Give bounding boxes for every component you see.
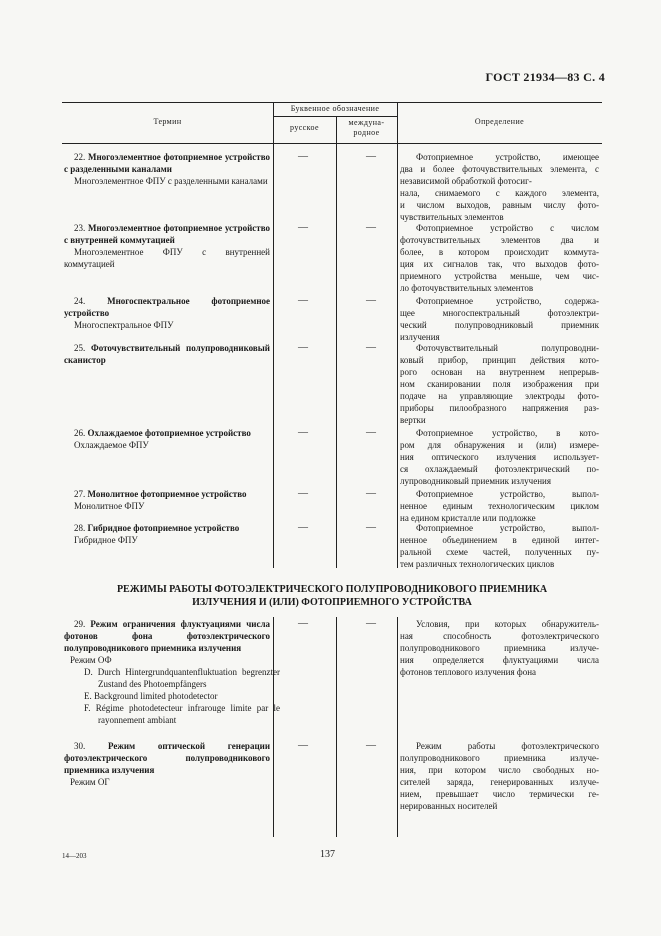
table-col-line-2b	[336, 617, 337, 837]
entry-28-num: 28.	[74, 523, 86, 533]
entry-30-def-line: полупроводникового приемника излуче-	[400, 753, 599, 763]
entry-29-def	[400, 618, 599, 678]
entry-30-int: —	[366, 740, 376, 751]
header-definition: Определение	[474, 117, 525, 126]
entry-29-term	[64, 618, 280, 726]
entry-22-term	[64, 151, 270, 187]
entry-30-def-line: сителей заряда, генерированных излуче-	[400, 777, 599, 787]
entry-30-def-line: нерированных носителей	[400, 801, 498, 811]
entry-27-term	[64, 488, 270, 512]
section-title-line1: РЕЖИМЫ РАБОТЫ ФОТОЭЛЕКТРИЧЕСКОГО ПОЛУПРОВОДНИКОВОГО ПРИЕМНИКА	[116, 584, 548, 595]
entry-26-synonym: Охлаждаемое ФПУ	[74, 440, 149, 450]
entry-28-def-line: ральной схеме частей, полученных пу-	[400, 547, 599, 557]
table-col-line-1	[273, 102, 274, 568]
entry-25-int: —	[366, 342, 376, 353]
entry-28-def	[400, 522, 599, 570]
entry-23-def-line: более, в котором происходит коммута-	[400, 247, 599, 257]
entry-24-int: —	[366, 295, 376, 306]
entry-30-synonym: Режим ОГ	[70, 777, 110, 787]
entry-26-def-line: ром для обнаружения и (или) измере-	[400, 440, 599, 450]
entry-29-def-line: полупроводникового приемника излуче-	[400, 643, 599, 653]
entry-27-title: Монолитное фотоприемное устройство	[87, 489, 247, 499]
entry-28-def-line: Фотоприемное устройство, выпол-	[416, 523, 599, 533]
table-col-line-3b	[397, 617, 398, 837]
entry-30-def	[400, 740, 599, 812]
table-col-line-1b	[273, 617, 274, 837]
entry-25-def-line: приборы пилообразного напряжения раз-	[400, 403, 599, 413]
entry-24-ru: —	[298, 295, 308, 306]
table-header-rule	[62, 143, 602, 144]
header-russian: русское	[290, 123, 319, 132]
entry-29-def-line: Условия, при которых обнаружитель-	[416, 619, 599, 629]
table-col-line-3	[397, 102, 398, 568]
header-international-line1: междуна-	[348, 118, 385, 127]
entry-23-def-line: ло фоточувствительных элементов	[400, 283, 534, 293]
entry-26-def-line: Фотоприемное устройство, в кото-	[416, 428, 599, 438]
header-international	[336, 118, 397, 138]
entry-22-synonym: Многоэлементное ФПУ с разделенными каналами	[74, 176, 268, 186]
entry-26-title: Охлаждаемое фотоприемное устройство	[87, 428, 251, 438]
entry-23-num: 23.	[74, 223, 86, 233]
entry-22-title: Многоэлементное фотоприемное устройство с разделенными каналами	[64, 152, 270, 174]
entry-23-int: —	[366, 222, 376, 233]
entry-23-def	[400, 222, 599, 294]
entry-27-def	[400, 488, 599, 524]
entry-23-def-line: Фотоприемное устройство с числом	[416, 223, 599, 233]
entry-26-term	[64, 427, 270, 451]
entry-22-def-line: чувствительных элементов	[400, 212, 504, 222]
entry-24-def-line: Фотоприемное устройство, содержа-	[416, 296, 599, 306]
entry-25-def-line: ковый прибор, принцип действия кото-	[400, 355, 599, 365]
entry-25-def-line: ном сканировании поля изображения при	[400, 379, 599, 389]
entry-26-ru: —	[298, 427, 308, 438]
entry-22-def-line: и числом выходов, равным числу фото-	[400, 200, 599, 210]
header-designation: Буквенное обозначение	[290, 104, 380, 113]
entry-24-def-line: ческий полупроводниковый приемник	[400, 320, 599, 330]
entry-25-title: Фоточувствительный полупроводниковый сканистор	[64, 343, 270, 365]
entry-22-def-line: Фотоприемное устройство, имеющее	[416, 152, 599, 162]
entry-25-def-line: подаче на управляющие электроды фото-	[400, 391, 599, 401]
entry-23-ru: —	[298, 222, 308, 233]
header-term: Термин	[153, 117, 182, 126]
entry-30-ru: —	[298, 740, 308, 751]
entry-26-def	[400, 427, 599, 487]
entry-29-num: 29.	[74, 619, 86, 629]
entry-30-def-line: ния, при котором число свободных но-	[400, 765, 599, 775]
entry-27-def-line: на едином кристалле или подложке	[400, 513, 536, 523]
entry-29-synonym: Режим ОФ	[70, 655, 112, 665]
entry-30-def-line: нием, превышает число термически ге-	[400, 789, 599, 799]
entry-27-int: —	[366, 488, 376, 499]
page-number: 137	[320, 849, 335, 860]
entry-29-def-line: фотонов теплового излучения фона	[400, 667, 537, 677]
entry-27-ru: —	[298, 488, 308, 499]
entry-26-int: —	[366, 427, 376, 438]
entry-30-title: Режим оптической генерации фотоэлектрического полупроводникового приемника излучения	[64, 741, 270, 775]
entry-23-synonym: Многоэлементное ФПУ с внутренней коммутацией	[64, 247, 270, 269]
entry-24-def-line: щее многоспектральный фотоэлектри-	[400, 308, 599, 318]
entry-23-def-line: фоточувствительных элементов два и	[400, 235, 599, 245]
entry-27-synonym: Монолитное ФПУ	[74, 501, 145, 511]
entry-25-term	[64, 342, 270, 366]
entry-26-def-line: ния оптического излучения использует-	[400, 452, 599, 462]
entry-22-def	[400, 151, 599, 223]
entry-24-synonym: Многоспектральное ФПУ	[74, 320, 174, 330]
entry-30-num: 30.	[74, 741, 86, 751]
entry-29-foreign-en: E. Background limited photodetector	[84, 691, 218, 701]
entry-23-def-line: ция их сигналов так, что выходов фото-	[400, 259, 599, 269]
entry-24-num: 24.	[74, 296, 86, 306]
entry-22-ru: —	[298, 151, 308, 162]
designation-subrule	[273, 116, 397, 117]
entry-30-term	[64, 740, 270, 788]
entry-28-def-line: тем различных технологических циклов	[400, 559, 555, 569]
entry-24-title: Многоспектральное фотоприемное устройство	[64, 296, 270, 318]
section-title-line2: ИЗЛУЧЕНИЯ И (ИЛИ) ФОТОПРИЕМНОГО УСТРОЙСТВА	[192, 597, 472, 608]
entry-25-def	[400, 342, 599, 426]
entry-29-foreign-de: D. Durch Hintergrundquantenfluktuation begrenzter Zustand des Photoempfängers	[84, 667, 280, 689]
entry-22-def-line: два и более фоточувствительных элемента, с независимой обработкой фотосиг-	[400, 164, 599, 186]
entry-29-title: Режим ограничения флуктуациями числа фотонов фона фотоэлектрического полупроводникового приемника излучения	[64, 619, 270, 653]
entry-26-def-line: лупроводниковый приемник излучения	[400, 476, 551, 486]
entry-29-def-line: ная способность фотоэлектрического	[400, 631, 599, 641]
entry-29-ru: —	[298, 618, 308, 629]
page-header: ГОСТ 21934—83 С. 4	[485, 70, 605, 84]
entry-29-foreign-fr: F. Régime photodetecteur infrarouge limite par le rayonnement ambiant	[84, 703, 280, 725]
entry-28-term	[64, 522, 270, 546]
entry-28-synonym: Гибридное ФПУ	[74, 535, 138, 545]
table-col-line-2	[336, 116, 337, 568]
entry-22-int: —	[366, 151, 376, 162]
entry-28-title: Гибридное фотоприемное устройство	[87, 523, 240, 533]
entry-24-term	[64, 295, 270, 331]
header-international-line2: родное	[353, 128, 380, 137]
entry-25-num: 25.	[74, 343, 86, 353]
entry-27-num: 27.	[74, 489, 86, 499]
entry-23-def-line: приемного устройства меньше, чем чис-	[400, 271, 599, 281]
footer-print-code: 14—203	[62, 852, 87, 860]
entry-29-int: —	[366, 618, 376, 629]
entry-26-num: 26.	[74, 428, 86, 438]
table-top-rule	[62, 102, 602, 103]
entry-23-term	[64, 222, 270, 270]
entry-28-def-line: ненное объединением в единой интег-	[400, 535, 599, 545]
entry-23-title: Многоэлементное фотоприемное устройство с внутренней коммутацией	[64, 223, 270, 245]
entry-26-def-line: ся охлаждаемый фотоэлектрический по-	[400, 464, 599, 474]
entry-22-num: 22.	[74, 152, 86, 162]
entry-29-def-line: ния определяется флуктуациями числа	[400, 655, 599, 665]
entry-24-def-line: излучения	[400, 332, 440, 342]
entry-25-def-line: Фоточувствительный полупроводни-	[416, 343, 599, 353]
entry-27-def-line: ненное единым технологическим циклом	[400, 501, 599, 511]
entry-28-int: —	[366, 522, 376, 533]
entry-27-def-line: Фотоприемное устройство, выпол-	[416, 489, 599, 499]
section-title	[62, 583, 602, 609]
entry-30-def-line: Режим работы фотоэлектрического	[416, 741, 599, 751]
entry-25-def-line: рого основан на внутреннем непрерыв-	[400, 367, 599, 377]
entry-24-def	[400, 295, 599, 343]
entry-25-def-line: вертки	[400, 415, 426, 425]
entry-28-ru: —	[298, 522, 308, 533]
entry-22-def-line: нала, снимаемого с каждого элемента,	[400, 188, 599, 198]
entry-25-ru: —	[298, 342, 308, 353]
